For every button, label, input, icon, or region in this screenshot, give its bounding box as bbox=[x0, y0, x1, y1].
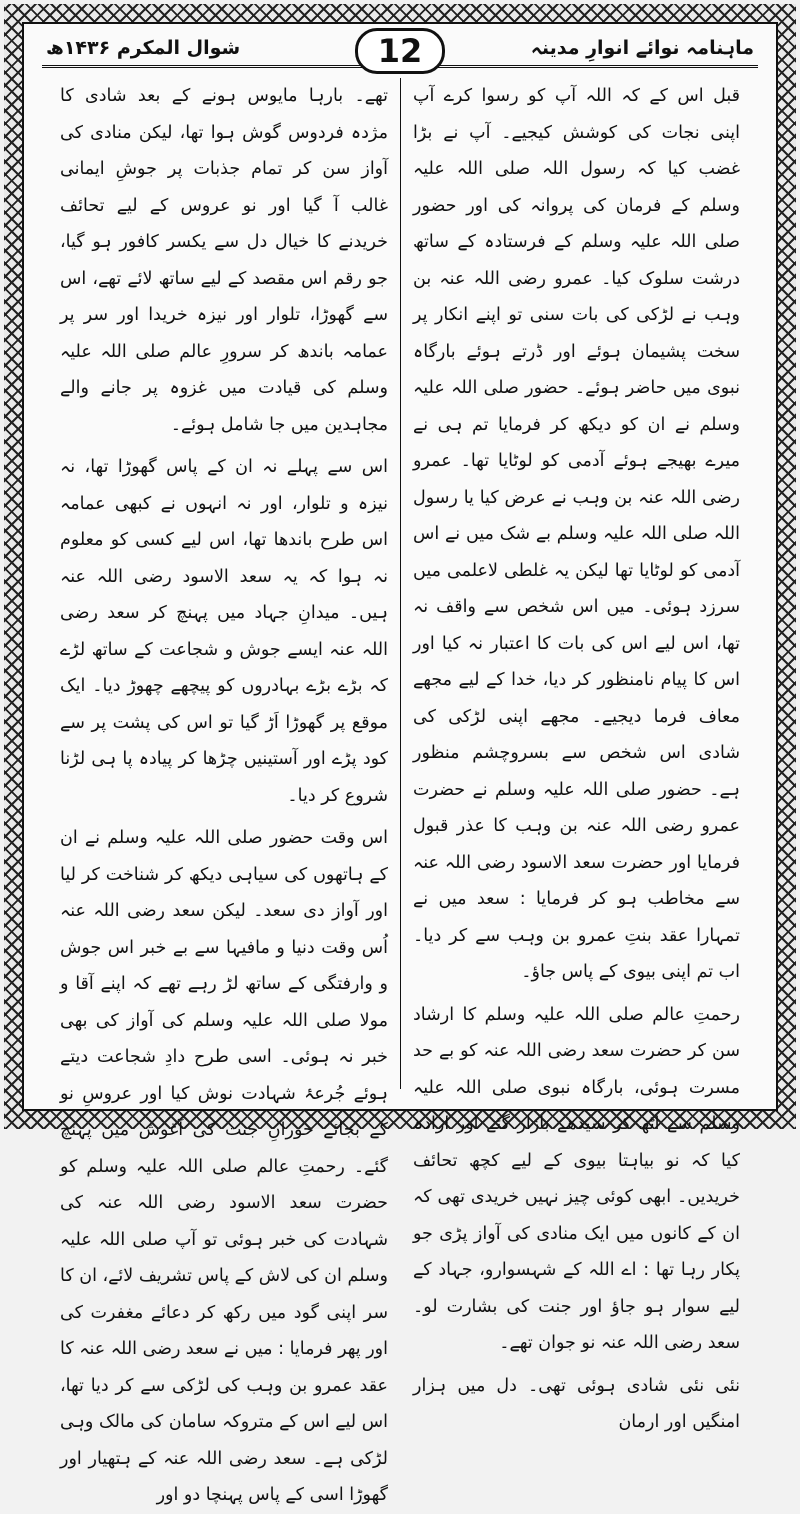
magazine-title: ماہنامہ نوائے انوارِ مدینہ bbox=[530, 36, 754, 59]
issue-date: شوال المکرم ۱۴۳۶ھ bbox=[46, 36, 241, 59]
paragraph: نئی نئی شادی ہوئی تھی۔ دل میں ہزار امنگیں اور ارمان bbox=[413, 1375, 740, 1432]
paragraph: تھے۔ بارہا مایوس ہونے کے بعد شادی کا مژدہ فردوس گوش ہوا تھا، لیکن منادی کی آواز سن کر تمام جذبات پر جوشِ ایمانی غالب آ گیا اور نو عروس کے لیے تحائف خریدنے کا خیال دل سے یکسر کافور ہو گیا، جو رقم اس مقصد کے لیے ساتھ لائے تھے، اس سے گھوڑا، تلوار اور نیزہ خریدا اور سر پر عمامہ باندھ کر سرورِ عالم صلی اللہ علیہ وسلم کی قیادت میں غزوہ پر جانے والے مجاہدین میں جا شامل ہوئے۔ bbox=[60, 86, 388, 435]
ornamental-border bbox=[4, 4, 796, 1505]
article-body bbox=[48, 78, 752, 1505]
paragraph: رحمتِ عالم صلی اللہ علیہ وسلم کا ارشاد سن کر حضرت سعد رضی اللہ عنہ کو بے حد مسرت ہوئی، بارگاہ نبوی صلی اللہ علیہ وسلم سے اٹھ کر سیدھے بازار گئے اور ارادہ کیا کہ نو بیاہتا بیوی کے لیے کچھ تحائف خریدیں۔ ابھی کوئی چیز نہیں خریدی تھی کہ ان کے کانوں میں ایک منادی کی آواز پڑی جو پکار رہا تھا : اے اللہ کے شہسوارو، جہاد کے لیے سوار ہو جاؤ اور جنت کی بشارت لو۔ سعد رضی اللہ عنہ نو جوان تھے۔ bbox=[413, 1004, 740, 1353]
paragraph: اس وقت حضور صلی اللہ علیہ وسلم نے ان کے ہاتھوں کی سیاہی دیکھ کر شناخت کر لیا اور آواز دی سعد۔ لیکن سعد رضی اللہ عنہ اُس وقت دنیا و مافیہا سے بے خبر اس جوش و وارفتگی کے ساتھ لڑ رہے تھے کہ اپنے آقا و مولا صلی اللہ علیہ وسلم کی آواز کی بھی خبر نہ ہوئی۔ اسی طرح دادِ شجاعت دیتے ہوئے جُرعۂ شہادت نوش کیا اور عروسِ نو کے بجائے حورانِ جنت کی آغوش میں پہنچ گئے۔ رحمتِ عالم صلی اللہ علیہ وسلم کو حضرت سعد الاسود رضی اللہ عنہ کی شہادت کی خبر ہوئی تو آپ صلی اللہ علیہ وسلم ان کی لاش کے پاس تشریف لائے، ان کا سر اپنی گود میں رکھ کر دعائے مغفرت کی اور پھر فرمایا : میں نے سعد رضی اللہ عنہ کا عقد عمرو بن وہب کی لڑکی سے کر دیا تھا، اس لیے اس کے متروکہ سامان کی مالک وہی لڑکی ہے۔ سعد رضی اللہ عنہ کے ہتھیار اور گھوڑا اسی کے پاس پہنچا دو اور bbox=[60, 828, 388, 1505]
paragraph: اس سے پہلے نہ ان کے پاس گھوڑا تھا، نہ نیزہ و تلوار، اور نہ انہوں نے کبھی عمامہ اس طرح باندھا تھا، اس لیے کسی کو معلوم نہ ہوا کہ یہ سعد الاسود رضی اللہ عنہ ہیں۔ میدانِ جہاد میں پہنچ کر سعد رضی اللہ عنہ ایسے جوش و شجاعت کے ساتھ لڑے کہ بڑے بڑے بہادروں کو پیچھے چھوڑ دیا۔ ایک موقع پر گھوڑا اَڑ گیا تو اس کی پشت پر سے کود پڑے اور آستینیں چڑھا کر پیادہ پا ہی لڑنا شروع کر دیا۔ bbox=[60, 457, 388, 806]
paragraph: قبل اس کے کہ اللہ آپ کو رسوا کرے آپ اپنی نجات کی کوشش کیجیے۔ آپ نے بڑا غضب کیا کہ رسول اللہ صلی اللہ علیہ وسلم کے فرمان کی پروانہ کی اور حضور صلی اللہ علیہ وسلم کے فرستادہ کے ساتھ درشت سلوک کیا۔ عمرو رضی اللہ عنہ بن وہب نے لڑکی کی بات سنی تو اپنے انکار پر سخت پشیمان ہوئے اور ڈرتے ہوئے بارگاہ نبوی میں حاضر ہوئے۔ حضور صلی اللہ علیہ وسلم نے ان کو دیکھ کر فرمایا تم ہی نے میرے بھیجے ہوئے آدمی کو لوٹایا تھا۔ عمرو رضی اللہ عنہ بن وہب نے عرض کیا یا رسول اللہ صلی اللہ علیہ وسلم بے شک میں نے اس آدمی کو لوٹایا تھا لیکن یہ غلطی لاعلمی میں سرزد ہوئی۔ میں اس شخص سے واقف نہ تھا، اس لیے اس کی بات کا اعتبار نہ کیا اور اس کا پیام نامنظور کر دیا، خدا کے لیے مجھے معاف فرما دیجیے۔ مجھے اپنی لڑکی کی شادی اس شخص سے بسروچشم منظور ہے۔ حضور صلی اللہ علیہ وسلم نے حضرت عمرو رضی اللہ عنہ بن وہب کا عذر قبول فرمایا اور حضرت سعد الاسود رضی اللہ عنہ سے مخاطب ہو کر فرمایا : سعد میں نے تمہارا عقد بنتِ عمرو بن وہب سے کر دیا۔ اب تم اپنی بیوی کے پاس جاؤ۔ bbox=[413, 86, 740, 982]
right-column bbox=[400, 78, 752, 1432]
page-header bbox=[42, 30, 758, 68]
left-column bbox=[48, 78, 400, 1505]
page-number: 12 bbox=[355, 28, 445, 74]
page-area bbox=[22, 22, 778, 1505]
